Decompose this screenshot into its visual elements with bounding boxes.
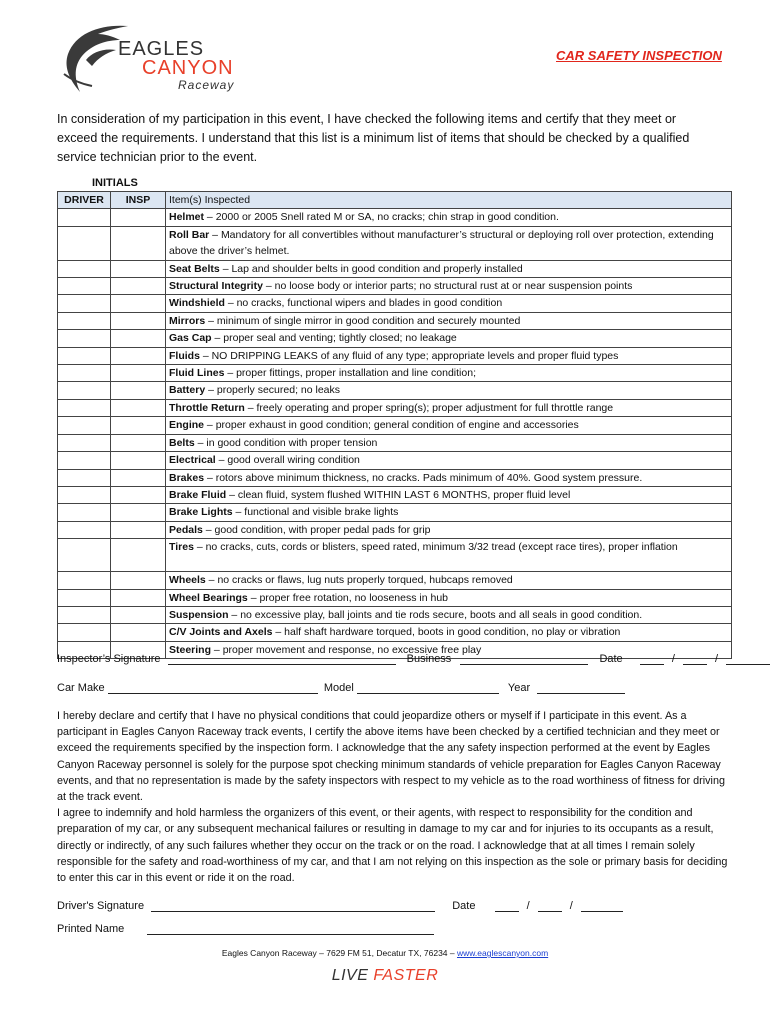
footer-address-text: Eagles Canyon Raceway – 7629 FM 51, Decatur TX, 76234 –	[221, 948, 457, 958]
inspection-item	[166, 452, 732, 469]
initials-label: INITIALS	[92, 177, 138, 189]
printed-name-row	[57, 922, 434, 935]
table-row	[58, 330, 732, 347]
item-description: – rotors above minimum thickness, no cracks. Pads minimum of 40%. Good system pressure.	[204, 471, 643, 484]
inspection-item	[166, 347, 732, 364]
table-row	[58, 399, 732, 416]
driver-initials-cell[interactable]	[58, 417, 111, 434]
intro-paragraph: In consideration of my participation in this event, I have checked the following items and certify that they meet or exceed the requirements. I understand that this list is a minimum list of items that should be checked by a qualified service technician prior to the event.	[57, 112, 690, 164]
table-row	[58, 521, 732, 538]
item-description: – no cracks, functional wipers and blades in good condition	[224, 297, 503, 310]
inspection-item	[166, 539, 732, 572]
inspector-date-day[interactable]	[683, 652, 707, 665]
item-name: Windshield	[169, 297, 225, 310]
document-title: CAR SAFETY INSPECTION	[556, 48, 722, 63]
footer-address	[0, 948, 770, 958]
logo-line-canyon: CANYON	[142, 57, 234, 79]
inspection-item	[166, 624, 732, 641]
driver-initials-cell[interactable]	[58, 606, 111, 623]
table-row	[58, 452, 732, 469]
table-row	[58, 589, 732, 606]
table-row	[58, 606, 732, 623]
table-row	[58, 226, 732, 260]
item-name: C/V Joints and Axels	[169, 626, 273, 639]
item-description: – proper exhaust in good condition; general condition of engine and accessories	[204, 419, 579, 432]
inspection-item	[166, 278, 732, 295]
item-description: – proper fittings, proper installation and line condition;	[224, 367, 476, 380]
table-row	[58, 434, 732, 451]
model-label: Model	[323, 682, 354, 694]
item-name: Wheel Bearings	[169, 591, 248, 604]
item-name: Battery	[169, 384, 206, 397]
item-description: – minimum of single mirror in good condition and securely mounted	[205, 314, 521, 327]
inspection-item	[166, 365, 732, 382]
website-link[interactable]: www.eaglescanyon.com	[456, 948, 549, 958]
table-row	[58, 624, 732, 641]
inspector-initials-cell[interactable]	[111, 295, 166, 312]
table-row	[58, 539, 732, 572]
driver-initials-cell[interactable]	[58, 382, 111, 399]
table-row	[58, 469, 732, 486]
driver-initials-cell[interactable]	[58, 312, 111, 329]
item-description: – Lap and shoulder belts in good condition and properly installed	[219, 262, 523, 275]
item-description: – properly secured; no leaks	[205, 384, 341, 397]
inspector-initials-cell[interactable]	[111, 226, 166, 260]
driver-initials-cell[interactable]	[58, 521, 111, 538]
drivers-signature-row	[57, 899, 623, 912]
driver-date-label: Date	[452, 900, 476, 912]
year-field[interactable]	[537, 681, 625, 694]
item-description: – 2000 or 2005 Snell rated M or SA, no cracks; chin strap in good condition.	[204, 211, 559, 224]
inspector-initials-cell[interactable]	[111, 521, 166, 538]
inspector-initials-cell[interactable]	[111, 434, 166, 451]
date-separator: /	[715, 653, 719, 665]
table-row	[58, 260, 732, 277]
inspector-initials-cell[interactable]	[111, 486, 166, 503]
driver-initials-cell[interactable]	[58, 330, 111, 347]
inspection-item	[166, 589, 732, 606]
driver-initials-cell[interactable]	[58, 539, 111, 572]
item-description: – in good condition with proper tension	[194, 436, 378, 449]
business-field[interactable]	[460, 652, 588, 665]
driver-initials-cell[interactable]	[58, 209, 111, 226]
item-name: Steering	[169, 643, 212, 656]
inspection-item	[166, 260, 732, 277]
year-label: Year	[507, 682, 531, 694]
item-name: Pedals	[169, 523, 203, 536]
inspector-date-year[interactable]	[726, 652, 770, 665]
item-name: Fluids	[169, 349, 200, 362]
table-row	[58, 295, 732, 312]
certification-paragraph: I hereby declare and certify that I have no physical conditions that could jeopardize others or myself if I participate in this event. As a participant in Eagles Canyon Raceway track events, I certify the above items have been checked by a certified technician and they meet or exceed the requirements specified by the inspection form. I acknowledge that the any safety inspection performed at the event by Eagles Canyon Raceway personnel is solely for the purpose spot checking minimum standards of vehicle preparation for Eagles Canyon Raceway events, and that no representation is made by the safety inspectors with respect to my vehicle as to the road worthiness of fitness for driving at the track event.	[57, 710, 725, 804]
inspector-initials-cell[interactable]	[111, 399, 166, 416]
inspection-item	[166, 417, 732, 434]
table-row	[58, 347, 732, 364]
item-name: Suspension	[169, 608, 229, 621]
inspection-item	[166, 226, 732, 260]
driver-initials-cell[interactable]	[58, 365, 111, 382]
drivers-signature-field[interactable]	[151, 899, 435, 912]
item-description: – good overall wiring condition	[215, 454, 360, 467]
item-name: Brake Fluid	[169, 488, 227, 501]
item-name: Throttle Return	[169, 401, 245, 414]
car-details-row	[57, 681, 625, 694]
item-description: – no cracks, cuts, cords or blisters, speed rated, minimum 3/32 tread (except race tires), proper inflation	[193, 541, 678, 554]
inspection-item	[166, 399, 732, 416]
column-header-insp: INSP	[111, 192, 166, 209]
inspector-initials-cell[interactable]	[111, 452, 166, 469]
logo-line-raceway: Raceway	[178, 78, 235, 92]
inspector-initials-cell[interactable]	[111, 365, 166, 382]
table-row	[58, 312, 732, 329]
table-row	[58, 572, 732, 589]
date-separator: /	[526, 900, 530, 912]
driver-date-month[interactable]	[495, 899, 519, 912]
item-name: Helmet	[169, 211, 205, 224]
item-name: Belts	[169, 436, 195, 449]
table-row	[58, 209, 732, 226]
item-description: – good condition, with proper pedal pads for grip	[202, 523, 431, 536]
inspector-initials-cell[interactable]	[111, 539, 166, 572]
indemnity-paragraph: I agree to indemnify and hold harmless the organizers of this event, or their agents, with respect to responsibility for the condition and preparation of my car, or any subsequent mechanical failures or resulting in damage to my car and for injuries to its occupants as a result, directly or indirectly, of any such failures whether they occur on the track or on the road. I acknowledge that at all times I remain solely responsible for the safety and road-worthiness of my car, and that I am not relying on this inspection as the sole or primary basis for deciding to enter this car in this event or ride it on the road.	[57, 807, 728, 885]
driver-initials-cell[interactable]	[58, 278, 111, 295]
inspector-initials-cell[interactable]	[111, 624, 166, 641]
driver-initials-cell[interactable]	[58, 452, 111, 469]
table-row	[58, 382, 732, 399]
inspector-signature-label: Inspector’s Signature	[57, 653, 161, 665]
driver-initials-cell[interactable]	[58, 589, 111, 606]
item-description: – freely operating and proper spring(s); proper adjustment for full throttle range	[244, 401, 614, 414]
item-name: Seat Belts	[169, 262, 220, 275]
column-header-driver: DRIVER	[58, 192, 111, 209]
driver-initials-cell[interactable]	[58, 434, 111, 451]
driver-initials-cell[interactable]	[58, 260, 111, 277]
item-name: Gas Cap	[169, 332, 212, 345]
driver-initials-cell[interactable]	[58, 295, 111, 312]
date-separator: /	[671, 653, 675, 665]
inspector-initials-cell[interactable]	[111, 417, 166, 434]
slogan-faster: FASTER	[373, 967, 439, 984]
inspector-initials-cell[interactable]	[111, 347, 166, 364]
date-label: Date	[599, 653, 623, 665]
car-make-field[interactable]	[108, 681, 318, 694]
item-description: – no cracks or flaws, lug nuts properly torqued, hubcaps removed	[205, 574, 513, 587]
drivers-signature-label: Driver's Signature	[57, 900, 145, 912]
item-description: – Mandatory for all convertibles without manufacturer’s structural or deploying roll over protection, extending above the driver’s helmet.	[169, 228, 714, 258]
inspection-item	[166, 469, 732, 486]
driver-initials-cell[interactable]	[58, 226, 111, 260]
column-header-items: Item(s) Inspected	[166, 192, 732, 209]
inspection-item	[166, 572, 732, 589]
driver-initials-cell[interactable]	[58, 399, 111, 416]
inspection-item	[166, 606, 732, 623]
table-row	[58, 365, 732, 382]
driver-initials-cell[interactable]	[58, 572, 111, 589]
driver-initials-cell[interactable]	[58, 347, 111, 364]
item-description: – proper free rotation, no looseness in hub	[247, 591, 448, 604]
table-row	[58, 486, 732, 503]
certification-text	[57, 708, 733, 886]
inspection-item	[166, 330, 732, 347]
inspector-signature-row	[57, 652, 770, 665]
item-description: – no loose body or interior parts; no structural rust at or near suspension points	[262, 280, 633, 293]
printed-name-field[interactable]	[147, 922, 434, 935]
inspector-initials-cell[interactable]	[111, 589, 166, 606]
item-description: – functional and visible brake lights	[232, 506, 399, 519]
inspector-initials-cell[interactable]	[111, 382, 166, 399]
table-header-row	[58, 192, 732, 209]
item-name: Electrical	[169, 454, 216, 467]
item-name: Fluid Lines	[169, 367, 225, 380]
inspection-item	[166, 382, 732, 399]
inspection-table	[57, 191, 732, 659]
date-separator: /	[569, 900, 573, 912]
inspector-date-month[interactable]	[640, 652, 664, 665]
inspection-item	[166, 504, 732, 521]
inspector-initials-cell[interactable]	[111, 260, 166, 277]
logo-line-eagles: EAGLES	[118, 38, 205, 60]
item-name: Tires	[169, 541, 194, 554]
driver-initials-cell[interactable]	[58, 624, 111, 641]
model-field[interactable]	[357, 681, 499, 694]
inspector-initials-cell[interactable]	[111, 572, 166, 589]
inspector-initials-cell[interactable]	[111, 504, 166, 521]
item-description: – proper movement and response, no excessive free play	[211, 643, 482, 656]
inspector-initials-cell[interactable]	[111, 312, 166, 329]
eagles-canyon-logo	[62, 20, 262, 100]
inspection-item	[166, 209, 732, 226]
inspection-item	[166, 295, 732, 312]
inspection-item	[166, 521, 732, 538]
inspector-signature-field[interactable]	[168, 652, 396, 665]
item-description: – half shaft hardware torqued, boots in good condition, no play or vibration	[272, 626, 621, 639]
item-description: – proper seal and venting; tightly closed; no leakage	[211, 332, 457, 345]
item-name: Brakes	[169, 471, 205, 484]
slogan	[0, 967, 770, 985]
inspector-initials-cell[interactable]	[111, 330, 166, 347]
driver-initials-cell[interactable]	[58, 486, 111, 503]
inspector-initials-cell[interactable]	[111, 606, 166, 623]
table-row	[58, 504, 732, 521]
item-name: Wheels	[169, 574, 206, 587]
item-description: – NO DRIPPING LEAKS of any fluid of any type; appropriate levels and proper fluid types	[199, 349, 619, 362]
inspector-initials-cell[interactable]	[111, 278, 166, 295]
car-make-label: Car Make	[57, 682, 105, 694]
item-description: – no excessive play, ball joints and tie rods secure, boots and all seals in good condition.	[228, 608, 643, 621]
slogan-live: LIVE	[331, 967, 374, 984]
inspector-initials-cell[interactable]	[111, 209, 166, 226]
inspection-item	[166, 486, 732, 503]
table-row	[58, 417, 732, 434]
item-name: Structural Integrity	[169, 280, 263, 293]
inspection-item	[166, 434, 732, 451]
inspection-item	[166, 312, 732, 329]
item-description: – clean fluid, system flushed WITHIN LAST 6 MONTHS, proper fluid level	[226, 488, 571, 501]
driver-initials-cell[interactable]	[58, 469, 111, 486]
driver-initials-cell[interactable]	[58, 504, 111, 521]
driver-date-day[interactable]	[538, 899, 562, 912]
item-name: Roll Bar	[169, 228, 210, 241]
item-name: Engine	[169, 419, 205, 432]
inspector-initials-cell[interactable]	[111, 469, 166, 486]
item-name: Brake Lights	[169, 506, 233, 519]
printed-name-label: Printed Name	[57, 923, 125, 935]
business-label: Business	[406, 653, 452, 665]
driver-date-year[interactable]	[581, 899, 623, 912]
table-row	[58, 278, 732, 295]
item-name: Mirrors	[169, 314, 206, 327]
